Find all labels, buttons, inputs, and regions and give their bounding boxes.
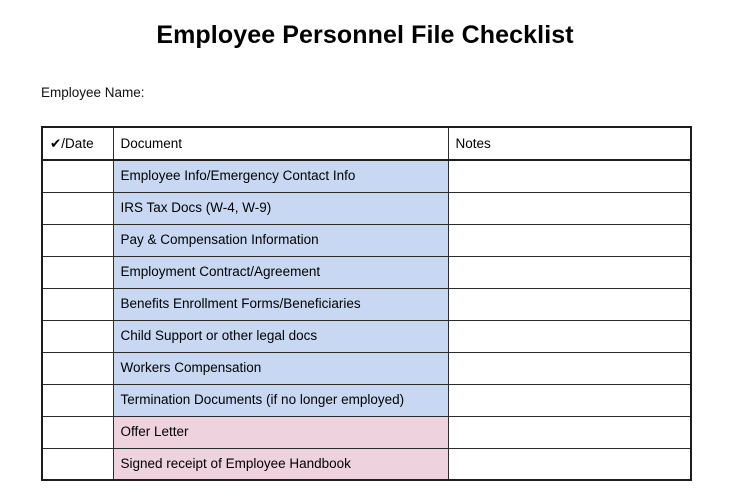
- notes-cell[interactable]: [448, 288, 691, 320]
- document-name-cell: Benefits Enrollment Forms/Beneficiaries: [113, 288, 448, 320]
- column-header-check-date: ✔/Date: [42, 127, 113, 160]
- table-header-row: [42, 127, 691, 160]
- checkbox-date-cell[interactable]: [42, 256, 113, 288]
- document-name-cell: Offer Letter: [113, 416, 448, 448]
- document-name-cell: Child Support or other legal docs: [113, 320, 448, 352]
- notes-cell[interactable]: [448, 352, 691, 384]
- notes-cell[interactable]: [448, 160, 691, 192]
- column-header-notes: Notes: [448, 127, 691, 160]
- notes-cell[interactable]: [448, 384, 691, 416]
- document-name-cell: Employment Contract/Agreement: [113, 256, 448, 288]
- table-row: [42, 352, 691, 384]
- checkbox-date-cell[interactable]: [42, 288, 113, 320]
- checklist-table-container: [41, 126, 690, 481]
- table-row: [42, 288, 691, 320]
- table-body: [42, 160, 691, 480]
- checkbox-date-cell[interactable]: [42, 352, 113, 384]
- notes-cell[interactable]: [448, 192, 691, 224]
- employee-name-field: [41, 84, 145, 102]
- page-title: Employee Personnel File Checklist: [156, 21, 574, 49]
- notes-cell[interactable]: [448, 224, 691, 256]
- document-name-cell: Employee Info/Emergency Contact Info: [113, 160, 448, 192]
- personnel-file-checklist-table: [41, 126, 692, 481]
- checkbox-date-cell[interactable]: [42, 160, 113, 192]
- checkbox-date-cell[interactable]: [42, 416, 113, 448]
- notes-cell[interactable]: [448, 448, 691, 480]
- table-row: [42, 384, 691, 416]
- table-row: [42, 192, 691, 224]
- table-header: [42, 127, 691, 160]
- table-row: [42, 256, 691, 288]
- column-header-document: Document: [113, 127, 448, 160]
- document-name-cell: IRS Tax Docs (W-4, W-9): [113, 192, 448, 224]
- document-name-cell: Termination Documents (if no longer employed): [113, 384, 448, 416]
- table-row: [42, 416, 691, 448]
- table-row: [42, 224, 691, 256]
- table-row: [42, 448, 691, 480]
- checkbox-date-cell[interactable]: [42, 320, 113, 352]
- table-row: [42, 320, 691, 352]
- checkbox-date-cell[interactable]: [42, 448, 113, 480]
- notes-cell[interactable]: [448, 320, 691, 352]
- employee-name-label: Employee Name:: [41, 85, 145, 100]
- table-row: [42, 160, 691, 192]
- document-name-cell: Pay & Compensation Information: [113, 224, 448, 256]
- checkbox-date-cell[interactable]: [42, 192, 113, 224]
- document-name-cell: Signed receipt of Employee Handbook: [113, 448, 448, 480]
- document-name-cell: Workers Compensation: [113, 352, 448, 384]
- notes-cell[interactable]: [448, 416, 691, 448]
- checkbox-date-cell[interactable]: [42, 224, 113, 256]
- notes-cell[interactable]: [448, 256, 691, 288]
- checkbox-date-cell[interactable]: [42, 384, 113, 416]
